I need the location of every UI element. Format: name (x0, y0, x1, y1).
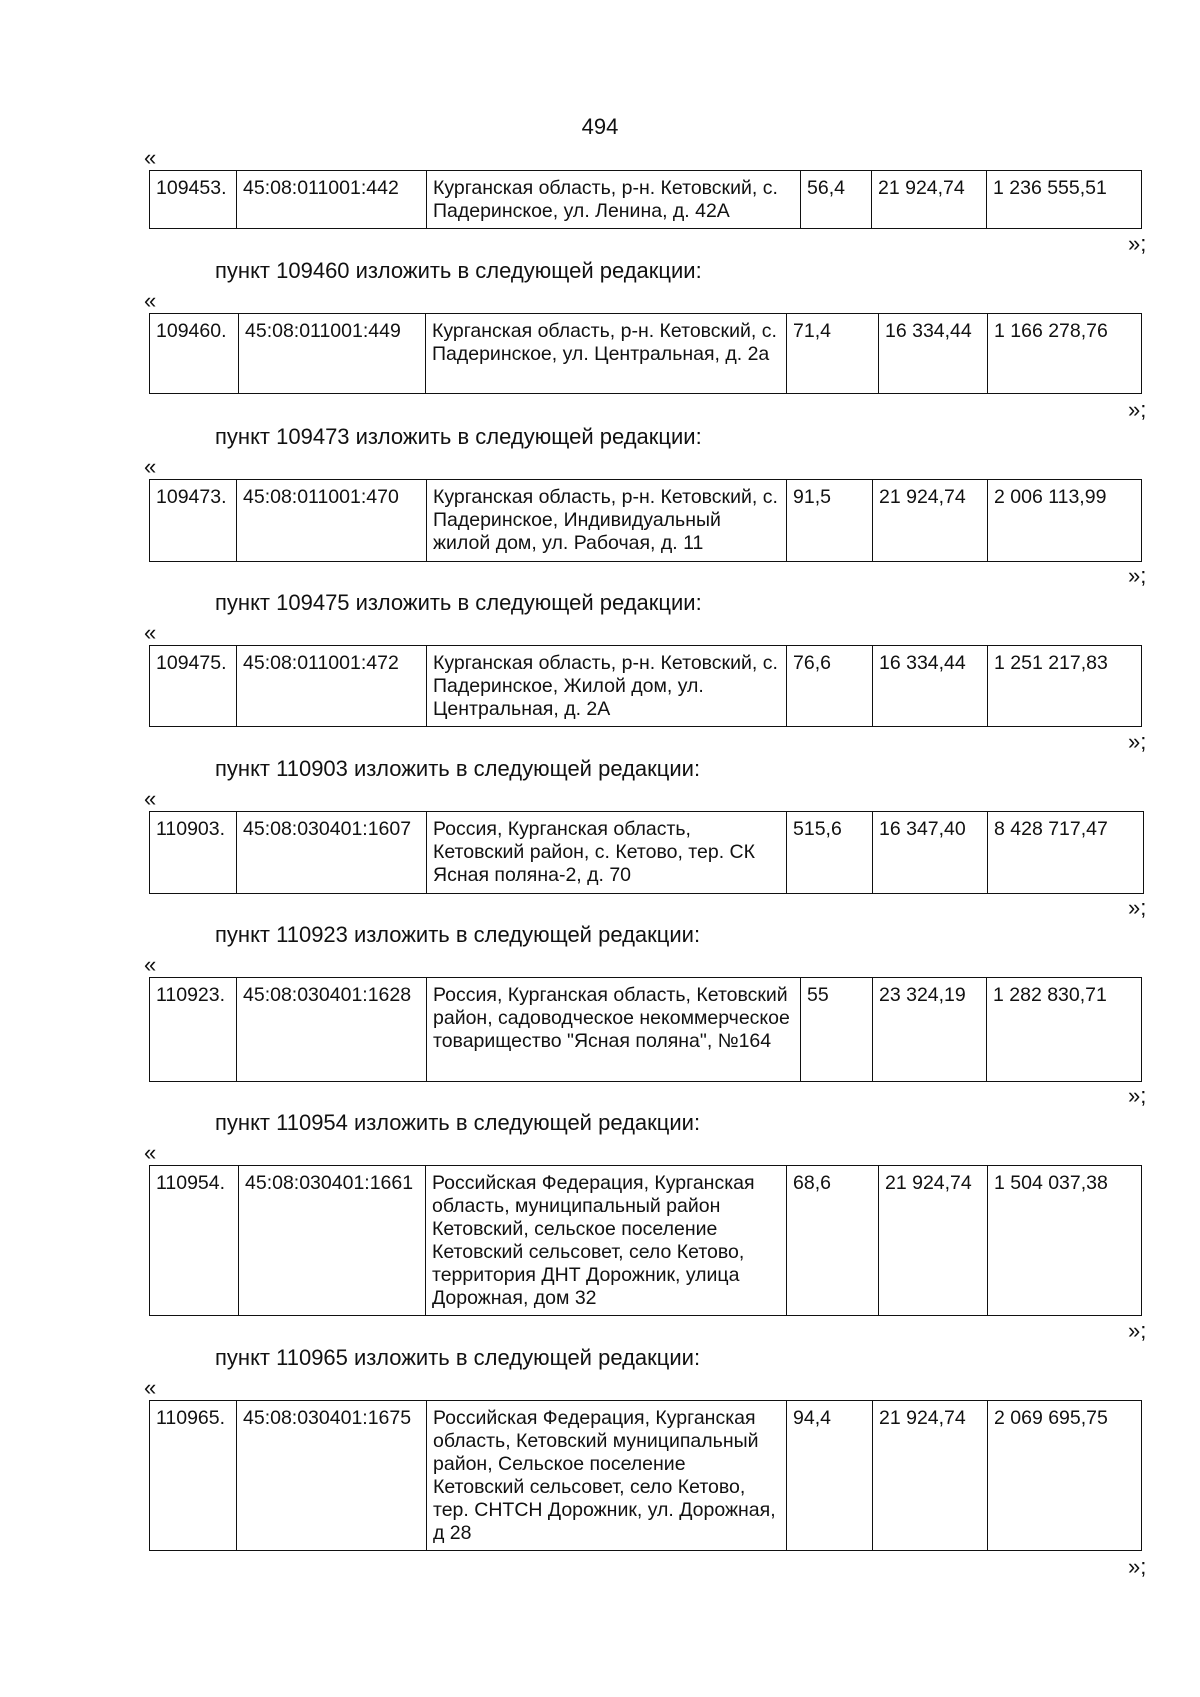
instruction-text: пункт 110903 изложить в следующей редакции: (215, 756, 701, 781)
entry-table-110954 (149, 1165, 1142, 1316)
entry-table-110903 (149, 811, 1144, 894)
entry-table-109475 (149, 645, 1142, 727)
close-quote: »; (1128, 895, 1147, 920)
area: 94,4 (787, 1401, 873, 1551)
entry-id: 110965. (150, 1401, 237, 1551)
rate: 21 924,74 (872, 171, 987, 229)
address: Россия, Курганская область, Кетовский район, садоводческое некоммерческое товарищество "Ясная поляна", №164 (427, 978, 801, 1082)
cadastral-number: 45:08:011001:472 (237, 646, 427, 727)
cadastral-value: 1 504 037,38 (988, 1166, 1142, 1316)
entry-id: 109453. (150, 171, 237, 229)
area: 91,5 (787, 480, 873, 562)
cadastral-value: 1 251 217,83 (988, 646, 1142, 727)
instruction-text: пункт 110954 изложить в следующей редакции: (215, 1110, 701, 1135)
address: Россия, Курганская область, Кетовский район, с. Кетово, тер. СК Ясная поляна-2, д. 70 (427, 812, 787, 894)
table-row (150, 978, 1142, 1082)
cadastral-number: 45:08:030401:1607 (237, 812, 427, 894)
table-row (150, 314, 1142, 394)
address: Курганская область, р-н. Кетовский, с. Падеринское, Индивидуальный жилой дом, ул. Рабочая, д. 11 (427, 480, 787, 562)
instruction-text: пункт 110965 изложить в следующей редакции: (215, 1345, 701, 1370)
table-row (150, 812, 1144, 894)
entry-table-110965 (149, 1400, 1142, 1551)
entry-id: 110923. (150, 978, 237, 1082)
entry-id: 110903. (150, 812, 237, 894)
cadastral-number: 45:08:030401:1628 (237, 978, 427, 1082)
address: Курганская область, р-н. Кетовский, с. Падеринское, Жилой дом, ул. Центральная, д. 2А (427, 646, 787, 727)
rate: 21 924,74 (873, 1401, 988, 1551)
rate: 21 924,74 (879, 1166, 988, 1316)
cadastral-number: 45:08:011001:449 (239, 314, 426, 394)
close-quote: »; (1128, 1554, 1147, 1579)
area: 76,6 (787, 646, 873, 727)
area: 515,6 (787, 812, 873, 894)
instruction-text: пункт 109473 изложить в следующей редакции: (215, 424, 702, 449)
entry-table-109460 (149, 313, 1142, 394)
open-quote: « (144, 1140, 157, 1165)
cadastral-number: 45:08:030401:1675 (237, 1401, 427, 1551)
cadastral-number: 45:08:011001:442 (237, 171, 427, 229)
address: Российская Федерация, Курганская область, Кетовский муниципальный район, Сельское поселение Кетовский сельсовет, село Кетово, тер. СНТСН Дорожник, ул. Дорожная, д 28 (427, 1401, 787, 1551)
rate: 21 924,74 (873, 480, 988, 562)
open-quote: « (144, 620, 157, 645)
entry-id: 109475. (150, 646, 237, 727)
close-quote: »; (1128, 397, 1147, 422)
entry-id: 110954. (150, 1166, 239, 1316)
rate: 16 334,44 (879, 314, 988, 394)
area: 68,6 (787, 1166, 879, 1316)
table-row (150, 646, 1142, 727)
area: 56,4 (801, 171, 872, 229)
cadastral-value: 1 236 555,51 (987, 171, 1142, 229)
entry-id: 109473. (150, 480, 237, 562)
close-quote: »; (1128, 1083, 1147, 1108)
area: 55 (801, 978, 873, 1082)
cadastral-value: 1 166 278,76 (988, 314, 1142, 394)
entry-table-109473 (149, 479, 1142, 562)
close-quote: »; (1128, 563, 1147, 588)
cadastral-value: 1 282 830,71 (987, 978, 1142, 1082)
close-quote: »; (1128, 231, 1147, 256)
cadastral-number: 45:08:030401:1661 (239, 1166, 426, 1316)
table-row (150, 1166, 1142, 1316)
open-quote: « (144, 454, 157, 479)
cadastral-value: 2 069 695,75 (988, 1401, 1142, 1551)
open-quote: « (144, 1375, 157, 1400)
table-row (150, 480, 1142, 562)
instruction-text: пункт 109475 изложить в следующей редакции: (215, 590, 702, 615)
open-quote: « (144, 786, 157, 811)
rate: 23 324,19 (873, 978, 987, 1082)
rate: 16 334,44 (873, 646, 988, 727)
address: Курганская область, р-н. Кетовский, с. Падеринское, ул. Центральная, д. 2а (426, 314, 787, 394)
rate: 16 347,40 (873, 812, 988, 894)
entry-id: 109460. (150, 314, 239, 394)
entry-table-110923 (149, 977, 1142, 1082)
instruction-text: пункт 110923 изложить в следующей редакции: (215, 922, 701, 947)
entry-table-109453 (149, 170, 1142, 229)
area: 71,4 (787, 314, 879, 394)
address: Курганская область, р-н. Кетовский, с. Падеринское, ул. Ленина, д. 42А (427, 171, 801, 229)
page-number: 494 (581, 114, 619, 139)
cadastral-value: 2 006 113,99 (988, 480, 1142, 562)
open-quote: « (144, 952, 157, 977)
cadastral-value: 8 428 717,47 (988, 812, 1144, 894)
table-row (150, 1401, 1142, 1551)
close-quote: »; (1128, 1318, 1147, 1343)
open-quote: « (144, 145, 157, 170)
instruction-text: пункт 109460 изложить в следующей редакции: (215, 258, 702, 283)
cadastral-number: 45:08:011001:470 (237, 480, 427, 562)
address: Российская Федерация, Курганская область, муниципальный район Кетовский, сельское поселение Кетовский сельсовет, село Кетово, территория ДНТ Дорожник, улица Дорожная, дом 32 (426, 1166, 787, 1316)
close-quote: »; (1128, 729, 1147, 754)
table-row (150, 171, 1142, 229)
open-quote: « (144, 288, 157, 313)
